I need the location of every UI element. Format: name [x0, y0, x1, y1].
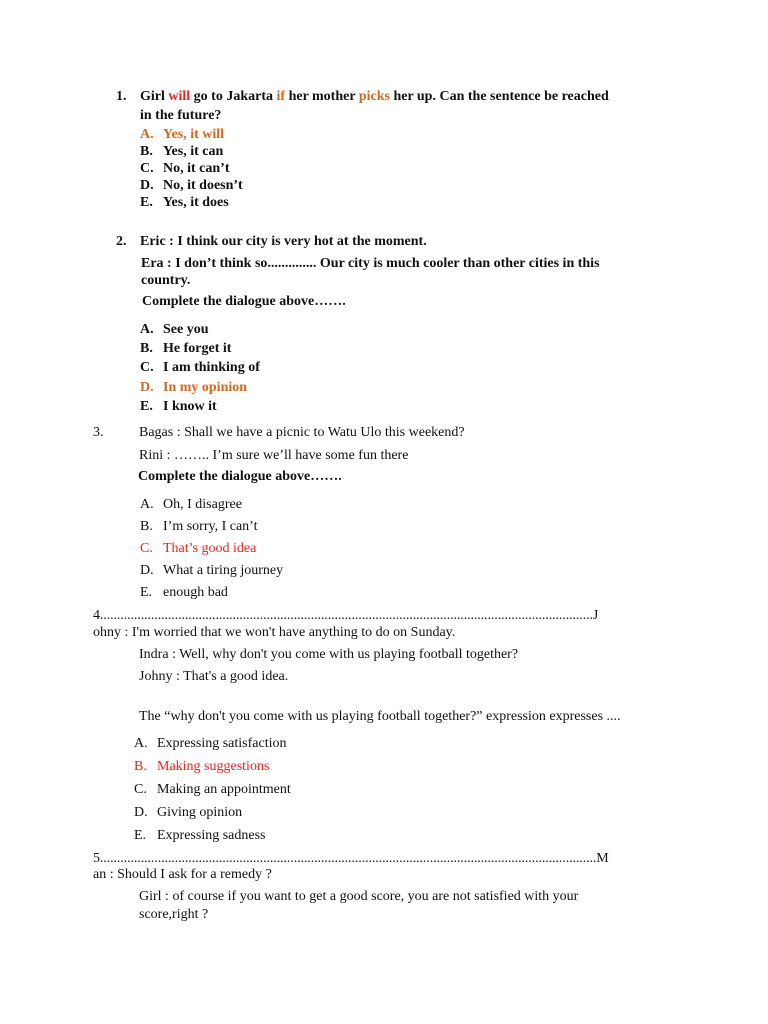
q4-option-a-letter: A. [134, 736, 148, 751]
q3-option-d-text: What a tiring journey [163, 563, 284, 578]
q4-dialogue-line2: Indra : Well, why don't you come with us playing football together? [139, 647, 519, 662]
q1-number: 1. [116, 89, 127, 104]
q4-option-b-text: Making suggestions [157, 759, 270, 774]
q3-option-c-text: That’s good idea [163, 541, 257, 556]
q1-option-e-text: Yes, it does [163, 195, 229, 210]
q5-dialogue-line2: Girl : of course if you want to get a good score, you are not satisfied with your [139, 889, 579, 904]
q3-dialogue-line1: Bagas : Shall we have a picnic to Watu Ulo this weekend? [139, 425, 465, 440]
q5-dialogue-line3: score,right ? [139, 907, 209, 922]
q1-option-b-letter: B. [140, 144, 153, 159]
q2-option-c-text: I am thinking of [163, 360, 260, 375]
q4-dotline: 4.................................................................................................................................................J [93, 608, 599, 623]
q3-number: 3. [93, 425, 104, 440]
q1-word-go: go to Jakarta [190, 89, 277, 104]
q4-question: The “why don't you come with us playing football together?” expression expresses .... [139, 709, 621, 724]
q1-question-line1 [140, 88, 609, 105]
q1-option-d-letter: D. [140, 178, 154, 193]
q1-option-b-text: Yes, it can [163, 144, 224, 159]
q3-option-a-letter: A. [140, 497, 154, 512]
q4-option-c-letter: C. [134, 782, 147, 797]
q3-option-a-text: Oh, I disagree [163, 497, 242, 512]
q1-option-a-letter: A. [140, 127, 154, 142]
q1-word-if: if [276, 89, 286, 104]
q1-question-line2: in the future? [140, 108, 222, 123]
q5-dialogue-line1: an : Should I ask for a remedy ? [93, 867, 272, 882]
q1-option-e-letter: E. [140, 195, 153, 210]
q3-option-b-letter: B. [140, 519, 153, 534]
q2-option-d-text: In my opinion [163, 380, 248, 395]
q1-word-rest: her up. Can the sentence be reached [389, 89, 609, 104]
q2-option-b-letter: B. [140, 341, 153, 356]
q2-option-e-text: I know it [163, 399, 217, 414]
q4-option-d-text: Giving opinion [157, 805, 243, 820]
q4-dialogue-line1: ohny : I'm worried that we won't have anything to do on Sunday. [93, 625, 456, 640]
q1-word-her: her mother [285, 89, 359, 104]
q3-option-e-text: enough bad [163, 585, 228, 600]
q2-dialogue-line2: Era : I don’t think so.............. Our city is much cooler than other cities in this [141, 256, 600, 271]
q4-option-e-text: Expressing sadness [157, 828, 266, 843]
q4-option-a-text: Expressing satisfaction [157, 736, 287, 751]
q4-option-c-text: Making an appointment [157, 782, 291, 797]
q2-dialogue-line3: country. [141, 273, 191, 288]
q3-dialogue-line2: Rini : …….. I’m sure we’ll have some fun there [139, 448, 409, 463]
q2-option-b-text: He forget it [163, 341, 232, 356]
q4-option-d-letter: D. [134, 805, 148, 820]
q1-word-picks: picks [358, 89, 390, 104]
q2-option-e-letter: E. [140, 399, 153, 414]
q4-dialogue-line3: Johny : That's a good idea. [139, 669, 289, 684]
q2-option-d-letter: D. [140, 380, 154, 395]
q1-option-c-text: No, it can’t [163, 161, 230, 176]
q1-option-a-text: Yes, it will [163, 127, 225, 142]
q1-word-girl: Girl [140, 89, 169, 104]
q3-option-d-letter: D. [140, 563, 154, 578]
q2-option-c-letter: C. [140, 360, 154, 375]
q1-option-c-letter: C. [140, 161, 154, 176]
q4-option-b-letter: B. [134, 759, 147, 774]
q1-word-will: will [168, 89, 191, 104]
q2-dialogue-line1: Eric : I think our city is very hot at the moment. [140, 234, 427, 249]
q3-option-b-text: I’m sorry, I can’t [163, 519, 258, 534]
q1-option-d-text: No, it doesn’t [163, 178, 243, 193]
q3-option-e-letter: E. [140, 585, 153, 600]
q2-instruction: Complete the dialogue above……. [142, 294, 346, 309]
q4-option-e-letter: E. [134, 828, 147, 843]
q2-option-a-text: See you [163, 322, 209, 337]
q5-dotline: 5..................................................................................................................................................M [93, 851, 609, 866]
q3-instruction: Complete the dialogue above……. [138, 469, 342, 484]
q2-number: 2. [116, 234, 127, 249]
q2-option-a-letter: A. [140, 322, 154, 337]
q3-option-c-letter: C. [140, 541, 153, 556]
